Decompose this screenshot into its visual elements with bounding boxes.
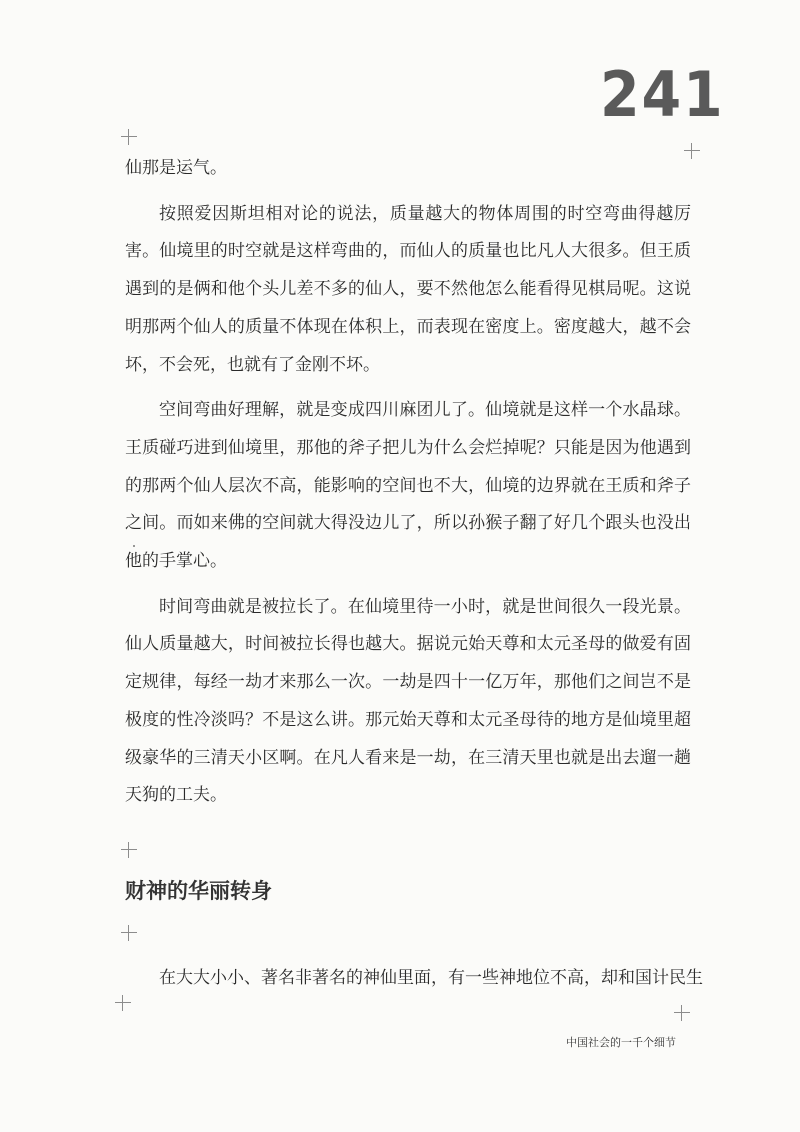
- paragraph: 仙那是运气。: [125, 158, 227, 178]
- paragraph: 按照爱因斯坦相对论的说法，质量越大的物体周围的时空弯曲得越厉害。仙境里的时空就是这样弯曲的，而仙人的质量也比凡人大很多。但王质遇到的是俩和他个头儿差不多的仙人，要不然他怎么能看得见棋局呢。这说明那两个仙人的质量不体现在体积上，而表现在密度上。密度越大，越不会坏，不会死，也就有了金刚不坏。: [125, 203, 691, 375]
- crop-mark: [121, 925, 137, 941]
- paragraph: 空间弯曲好理解，就是变成四川麻团儿了。仙境就是这样一个水晶球。王质碰巧进到仙境里，那他的斧子把儿为什么会烂掉呢？只能是因为他遇到的那两个仙人层次不高，能影响的空间也不大，仙境的边界就在王质和斧子之间。而如来佛的空间就大得没边儿了，所以孙猴子翻了好几个跟头也没出他的手掌心。: [125, 400, 691, 572]
- crop-mark: [121, 129, 137, 145]
- paragraph: 在大大小小、著名非著名的神仙里面，有一些神地位不高，却和国计民生: [159, 968, 703, 988]
- page-number: 241: [600, 58, 725, 131]
- running-footer: 中国社会的一千个细节: [566, 1036, 676, 1049]
- body-text: [125, 150, 691, 823]
- crop-mark: [121, 842, 137, 858]
- crop-mark: [674, 1005, 690, 1021]
- crop-mark: [115, 995, 131, 1011]
- paragraph: 时间弯曲就是被拉长了。在仙境里待一小时，就是世间很久一段光景。仙人质量越大，时间被拉长得也越大。据说元始天尊和太元圣母的做爱有固定规律，每经一劫才来那么一次。一劫是四十一亿万年，那他们之间岂不是极度的性冷淡吗？不是这么讲。那元始天尊和太元圣母待的地方是仙境里超级豪华的三清天小区啊。在凡人看来是一劫，在三清天里也就是出去遛一趟天狗的工夫。: [125, 596, 691, 806]
- section-title: 财神的华丽转身: [125, 879, 272, 903]
